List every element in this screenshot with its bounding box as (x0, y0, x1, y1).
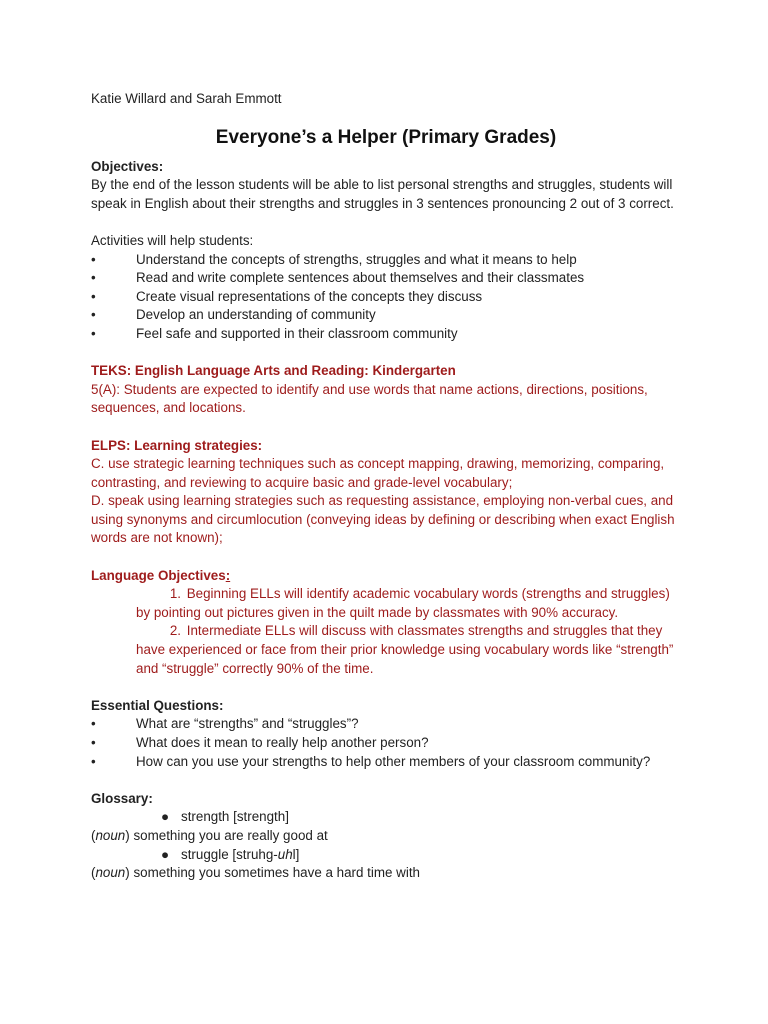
bullet-icon: • (91, 251, 96, 267)
essential-questions-list (91, 715, 681, 771)
list-item (91, 585, 681, 622)
language-objectives-heading (91, 567, 681, 586)
bullet-icon: ● (161, 809, 170, 825)
document-page (91, 90, 681, 883)
list-item (91, 734, 681, 753)
list-item (91, 288, 681, 307)
list-item (91, 306, 681, 325)
essential-questions-heading: Essential Questions: (91, 697, 224, 713)
list-item-text: What does it mean to really help another person? (136, 735, 429, 750)
language-objectives-list (91, 585, 681, 678)
list-item (91, 622, 681, 678)
list-item-text: How can you use your strengths to help other members of your classroom community? (136, 753, 651, 769)
list-item (91, 753, 681, 772)
spacer (91, 548, 681, 567)
list-item (91, 715, 681, 734)
list-item-text: Develop an understanding of community (136, 307, 376, 323)
list-item (91, 325, 681, 344)
pos-close: ) (125, 865, 130, 881)
objectives-heading: Objectives: (91, 158, 164, 174)
pos-open: ( (91, 865, 96, 881)
list-item (91, 269, 681, 288)
term-text: strength [strength] (181, 809, 289, 825)
definition-text: something you sometimes have a hard time with (129, 865, 420, 881)
spacer (91, 418, 681, 437)
term-italic: uh (277, 846, 293, 862)
part-of-speech: noun (95, 865, 126, 881)
objectives-text: By the end of the lesson students will be able to list personal strengths and struggles, students will speak in English about their strengths and struggles in 3 sentences pronouncing 2 out of 3 correct. (91, 177, 674, 211)
glossary-heading: Glossary: (91, 790, 153, 806)
list-number: 1. (169, 586, 181, 602)
authors: Katie Willard and Sarah Emmott (91, 91, 282, 106)
bullet-icon: ● (161, 846, 170, 862)
glossary-term (91, 808, 681, 827)
activities-intro: Activities will help students: (91, 232, 254, 248)
spacer (91, 213, 681, 232)
activities-list (91, 251, 681, 344)
bullet-icon: • (91, 716, 96, 732)
bullet-icon: • (91, 307, 96, 323)
bullet-icon: • (91, 288, 96, 304)
heading-text: Language Objectives (91, 567, 226, 583)
teks-text: 5(A): Students are expected to identify and use words that name actions, directions, positions, sequences, and locations. (91, 381, 648, 416)
pos-close: ) (125, 827, 130, 843)
elps-item-c: C. use strategic learning techniques such as concept mapping, drawing, memorizing, comparing, contrasting, and reviewing to acquire basic and grade-level vocabulary; (91, 456, 665, 490)
bullet-icon: • (91, 753, 96, 769)
list-item-text: Intermediate ELLs will discuss with classmates strengths and struggles that they have experienced or face from their prior knowledge using vocabulary words like “strength” and “struggle” correctly 90% of the time. (136, 623, 674, 676)
list-item-text: Read and write complete sentences about themselves and their classmates (136, 270, 585, 286)
glossary-term (91, 846, 681, 865)
heading-colon: : (225, 567, 231, 583)
list-number: 2. (169, 623, 181, 639)
list-item-text: Feel safe and supported in their classroom community (136, 325, 458, 341)
list-item-text: Create visual representations of the concepts they discuss (136, 288, 483, 304)
part-of-speech: noun (95, 827, 126, 843)
term-text: struggle [struhg- (181, 846, 278, 862)
list-item-text: Understand the concepts of strengths, struggles and what it means to help (136, 251, 577, 267)
glossary-definition (91, 827, 681, 846)
term-end: l] (292, 846, 300, 862)
teks-heading: TEKS: English Language Arts and Reading: Kindergarten (91, 363, 456, 379)
pos-open: ( (91, 827, 96, 843)
definition-text: something you are really good at (129, 827, 328, 843)
bullet-icon: • (91, 735, 96, 750)
page-title: Everyone’s a Helper (Primary Grades) (215, 126, 557, 148)
spacer (91, 344, 681, 363)
list-item-text: Beginning ELLs will identify academic vocabulary words (strengths and struggles) by pointing out pictures given in the quilt made by classmates with 90% accuracy. (136, 586, 670, 620)
bullet-icon: • (91, 270, 96, 286)
elps-item-d: D. speak using learning strategies such as requesting assistance, employing non-verbal cues, and using synonyms and circumlocution (conveying ideas by defining or describing when exact English words are not known); (91, 493, 675, 546)
spacer (91, 678, 681, 697)
bullet-icon: • (91, 325, 96, 341)
glossary-definition (91, 864, 681, 883)
elps-heading: ELPS: Learning strategies: (91, 437, 263, 453)
list-item-text: What are “strengths” and “struggles”? (136, 716, 359, 732)
list-item (91, 251, 681, 270)
spacer (91, 771, 681, 790)
